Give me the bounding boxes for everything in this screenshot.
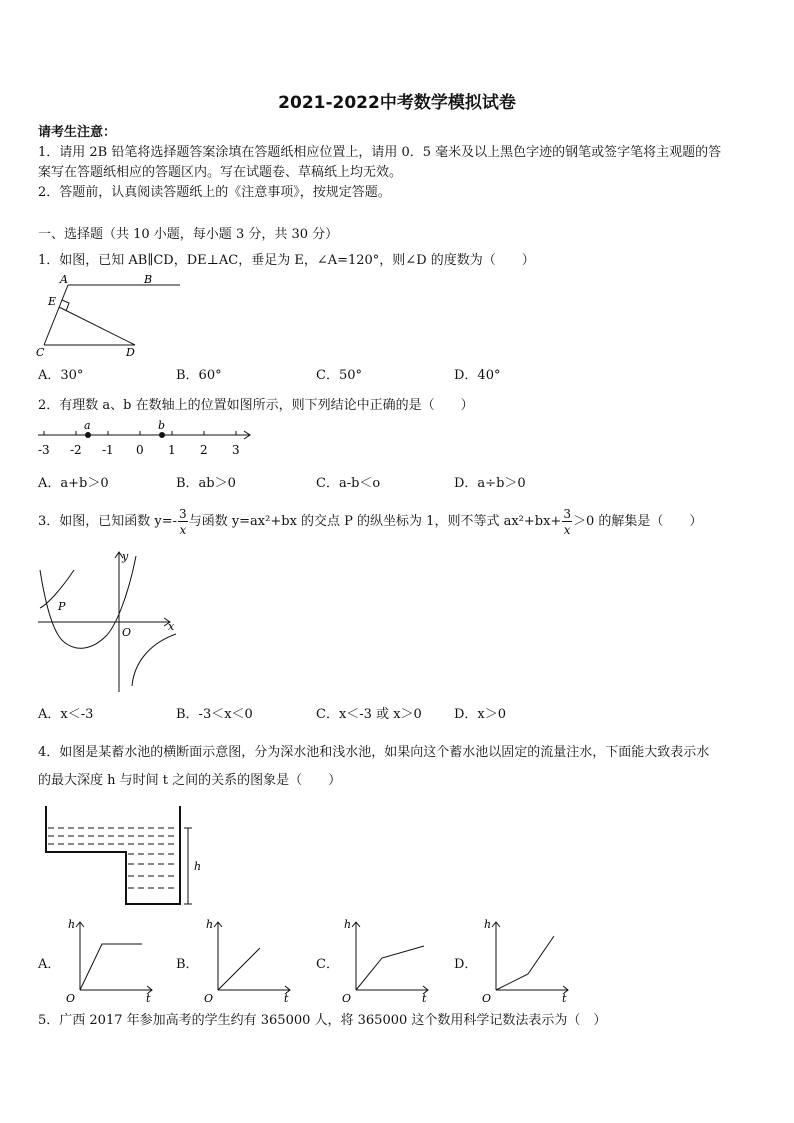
q1-label-e: E (48, 295, 57, 308)
q4-axis-t: t (562, 992, 567, 1005)
q2-option-a: A．a+b＞0 (38, 476, 109, 491)
q2-tick-label: 3 (232, 443, 240, 457)
q1-label-c: C (36, 346, 45, 359)
q4-option-a-graph (64, 914, 154, 1004)
q4-option-d-graph (480, 914, 570, 1004)
q2-option-c: C．a-b＜o (316, 476, 381, 491)
q2-label-a: a (84, 419, 91, 432)
q3-frac-den: x (563, 522, 571, 537)
q3-stem-part2: 与函数 y=ax²+bx 的交点 P 的纵坐标为 1，则不等式 ax²+bx+ (188, 514, 562, 529)
q2-point-b (159, 432, 165, 438)
q4-axis-o: O (342, 992, 352, 1005)
q3-option-c: C．x＜-3 或 x＞0 (316, 707, 422, 722)
q3-fraction-2 (562, 508, 572, 536)
q1-option-d: D．40° (454, 368, 501, 383)
q3-option-d: D．x＞0 (454, 707, 507, 722)
q4-option-a: A． (38, 957, 61, 972)
q3-graph (36, 546, 186, 696)
q1-label-a: A (60, 273, 68, 286)
q4-line-2: 的最大深度 h 与时间 t 之间的关系的图象是（ ） (38, 773, 342, 788)
q3-label-o: O (122, 626, 132, 639)
q2-option-b: B．ab＞0 (176, 476, 236, 491)
q4-line-1: 4．如图是某蓄水池的横断面示意图，分为深水池和浅水池，如果向这个蓄水池以固定的流量注水，下面能大致表示水 (38, 745, 710, 760)
page-title: 2021-2022中考数学模拟试卷 (278, 93, 516, 113)
q4-axis-t: t (146, 992, 151, 1005)
q3-option-a: A．x＜-3 (38, 707, 94, 722)
q2-point-a (85, 432, 91, 438)
notice-heading: 请考生注意： (38, 125, 117, 140)
q3-stem (38, 502, 702, 542)
q5-stem: 5．广西 2017 年参加高考的学生约有 365000 人，将 365000 这个数用科学记数法表示为（ ） (38, 1013, 607, 1028)
q3-fraction-1 (178, 508, 188, 536)
q2-ticks (44, 431, 236, 435)
q4-option-c-graph (340, 914, 430, 1004)
q4-axis-o: O (204, 992, 214, 1005)
q1-stem: 1．如图，已知 AB∥CD，DE⊥AC，垂足为 E，∠A=120°，则∠D 的度数为（ ） (38, 253, 535, 268)
q4-axis-t: t (422, 992, 427, 1005)
q4-h-label: h (194, 860, 202, 873)
q2-number-line (36, 418, 256, 460)
q4-axis-h: h (484, 918, 492, 931)
q1-option-c: C．50° (316, 368, 362, 383)
q3-option-b: B．-3＜x＜0 (176, 707, 253, 722)
q4-axis-o: O (66, 992, 76, 1005)
q2-tick-label: 1 (168, 443, 176, 457)
q3-frac-den: x (179, 522, 187, 537)
q4-option-d: D． (454, 957, 478, 972)
q2-tick-label: -2 (70, 443, 82, 457)
q3-label-y: y (122, 550, 129, 563)
notice-line-3: 2．答题前，认真阅读答题纸上的《注意事项》，按规定答题。 (38, 185, 391, 200)
q2-tick-label: -3 (38, 443, 50, 457)
q3-stem-part3: ＞0 的解集是（ ） (572, 514, 703, 529)
q1-label-d: D (126, 346, 135, 359)
q2-tick-label: 0 (136, 443, 144, 457)
q2-tick-label: 2 (200, 443, 208, 457)
q3-frac-num: 3 (563, 506, 571, 521)
notice-line-2: 案写在答题纸相应的答题区内。写在试题卷、草稿纸上均无效。 (38, 165, 403, 180)
q4-option-b: B． (176, 957, 199, 972)
q2-option-d: D．a÷b＞0 (454, 476, 526, 491)
q4-axis-h: h (68, 918, 76, 931)
q4-axis-t: t (284, 992, 289, 1005)
q1-option-b: B．60° (176, 368, 222, 383)
q4-option-c: C． (316, 957, 339, 972)
q4-axis-h: h (344, 918, 352, 931)
q1-option-a: A．30° (38, 368, 84, 383)
q3-label-x: x (168, 620, 175, 633)
q2-tick-label: -1 (102, 443, 114, 457)
q1-label-b: B (144, 273, 153, 286)
q4-axis-h: h (206, 918, 214, 931)
q3-stem-part1: 3．如图，已知函数 y=- (38, 514, 178, 529)
q3-frac-num: 3 (179, 506, 187, 521)
section-heading: 一、选择题（共 10 小题，每小题 3 分，共 30 分） (38, 227, 339, 242)
q2-label-b: b (158, 419, 166, 432)
q2-stem: 2．有理数 a、b 在数轴上的位置如图所示，则下列结论中正确的是（ ） (38, 398, 474, 413)
q4-pool-figure (40, 800, 220, 910)
q4-option-b-graph (202, 914, 292, 1004)
q4-axis-o: O (482, 992, 492, 1005)
q3-label-p: P (58, 600, 66, 613)
notice-line-1: 1．请用 2B 铅笔将选择题答案涂填在答题纸相应位置上，请用 0．5 毫米及以上黑色字迹的钢笔或签字笔将主观题的答 (38, 145, 722, 160)
q1-figure (30, 270, 160, 362)
